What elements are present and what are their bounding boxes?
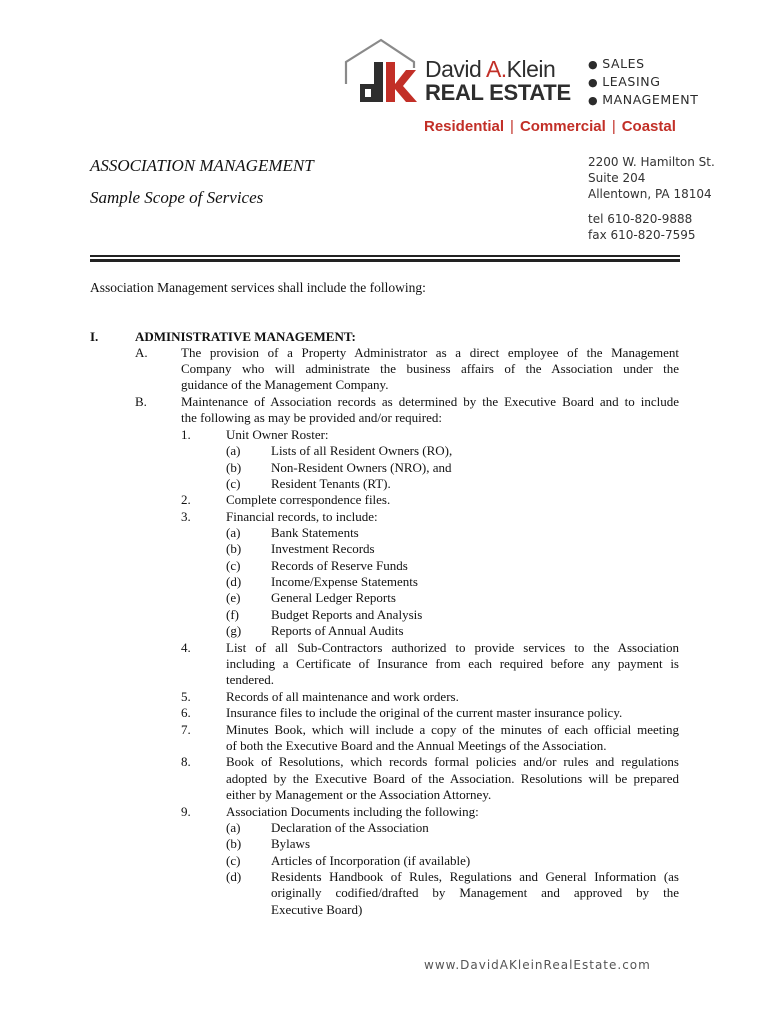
item-number: 7. [181,722,191,737]
sub-item: Income/Expense Statements [271,574,418,589]
sub-label: (b) [226,460,242,475]
sector-coastal: Coastal [621,118,676,135]
sub-item: Records of Reserve Funds [271,558,408,573]
item-number: 5. [181,689,191,704]
paragraph-line: Residents Handbook of Rules, Regulations and General Information (as [271,869,679,884]
fax-number: fax 610-820-7595 [588,228,696,242]
sub-label: (a) [226,525,241,540]
sub-label: (c) [226,476,241,491]
sub-item: Articles of Incorporation (if available) [271,853,471,868]
sub-item: Declaration of the Association [271,820,429,835]
service-sales: ● SALES [588,56,645,71]
sub-label: (a) [226,820,241,835]
paragraph-line: Company who will administrate the business affairs of the Association under the [181,361,679,376]
sector-commercial: Commercial [519,118,606,135]
paragraph-line: either by Management or the Association Attorney. [226,787,492,802]
sub-label: (c) [226,558,241,573]
sub-item: Investment Records [271,541,375,556]
separator: | [611,118,616,135]
item-number: 3. [181,509,191,524]
item-number: 2. [181,492,191,507]
paragraph-line: including a Certificate of Insurance from each required before any payment is [226,656,679,671]
bullet-icon: ● [588,76,599,89]
address-line: 2200 W. Hamilton St. [588,155,715,169]
paragraph-line: Book of Resolutions, which records formal policies and/or rules and regulations [226,754,679,769]
sub-label: (g) [226,623,242,638]
sub-item: General Ledger Reports [271,590,396,605]
sub-item: Lists of all Resident Owners (RO), [271,443,453,458]
service-management: ● MANAGEMENT [588,92,699,107]
sub-label: (b) [226,836,242,851]
bullet-icon: ● [588,58,599,71]
sector-residential: Residential [424,118,505,135]
sector-tagline [424,118,676,135]
item-number: 4. [181,640,191,655]
sub-item: Budget Reports and Analysis [271,607,423,622]
services-list [588,55,698,109]
office-address [588,154,715,243]
sub-label: (e) [226,590,241,605]
paragraph-line: guidance of the Management Company. [181,377,389,392]
sub-item: Non-Resident Owners (NRO), and [271,460,452,475]
sub-label: (a) [226,443,241,458]
paragraph-line: originally codified/drafted by Management and approved by the [271,885,679,900]
sub-item: Bylaws [271,836,310,851]
separator: | [510,118,514,135]
list-item: Unit Owner Roster: [226,427,329,442]
item-number: 6. [181,705,191,720]
sub-label: (d) [226,869,242,884]
list-item: Association Documents including the following: [226,804,479,819]
sub-label: (b) [226,541,242,556]
logo-company-name: David A.Klein [425,56,556,82]
paragraph-line: Maintenance of Association records as determined by the Executive Board and to include [181,394,679,409]
sub-item: Resident Tenants (RT). [271,476,391,491]
paragraph-line: of both the Executive Board and the Annual Meetings of the Association. [226,738,607,753]
address-line: Allentown, PA 18104 [588,187,712,201]
paragraph-line: Minutes Book, which will include a copy of the minutes of each official meeting [226,722,679,737]
list-item: Insurance files to include the original of the current master insurance policy. [226,705,623,720]
section-title: ADMINISTRATIVE MANAGEMENT: [135,329,356,344]
section-number: I. [90,329,99,344]
document-subtitle: Sample Scope of Services [90,188,264,207]
sub-item: Reports of Annual Audits [271,623,404,638]
phone-number: tel 610-820-9888 [588,212,693,226]
footer-website: www.DavidAKleinRealEstate.com [424,958,651,972]
sub-item: Bank Statements [271,525,359,540]
list-item: Financial records, to include: [226,509,378,524]
paragraph-line: List of all Sub-Contractors authorized to provide services to the Association [226,640,679,655]
item-number: 9. [181,804,191,819]
item-label: A. [135,345,148,360]
address-line: Suite 204 [588,171,646,185]
sub-label: (f) [226,607,239,622]
divider-rule [90,259,680,262]
divider-rule [90,255,680,257]
logo-real-estate: REAL ESTATE [425,80,571,105]
item-label: B. [135,394,147,409]
item-number: 8. [181,754,191,769]
list-item: Records of all maintenance and work orders. [226,689,459,704]
paragraph-line: tendered. [226,672,275,687]
service-leasing: ● LEASING [588,74,661,89]
document-title: ASSOCIATION MANAGEMENT [90,156,314,175]
paragraph-line: Executive Board) [271,902,363,917]
sub-label: (d) [226,574,242,589]
intro-text: Association Management services shall include the following: [90,280,426,295]
sub-label: (c) [226,853,241,868]
bullet-icon: ● [588,94,599,107]
item-number: 1. [181,427,191,442]
paragraph-line: adopted by the Executive Board of the Association. Resolutions will be prepared [226,771,679,786]
paragraph-line: the following as may be provided and/or required: [181,410,443,425]
list-item: Complete correspondence files. [226,492,391,507]
paragraph-line: The provision of a Property Administrator as a direct employee of the Management [181,345,679,360]
